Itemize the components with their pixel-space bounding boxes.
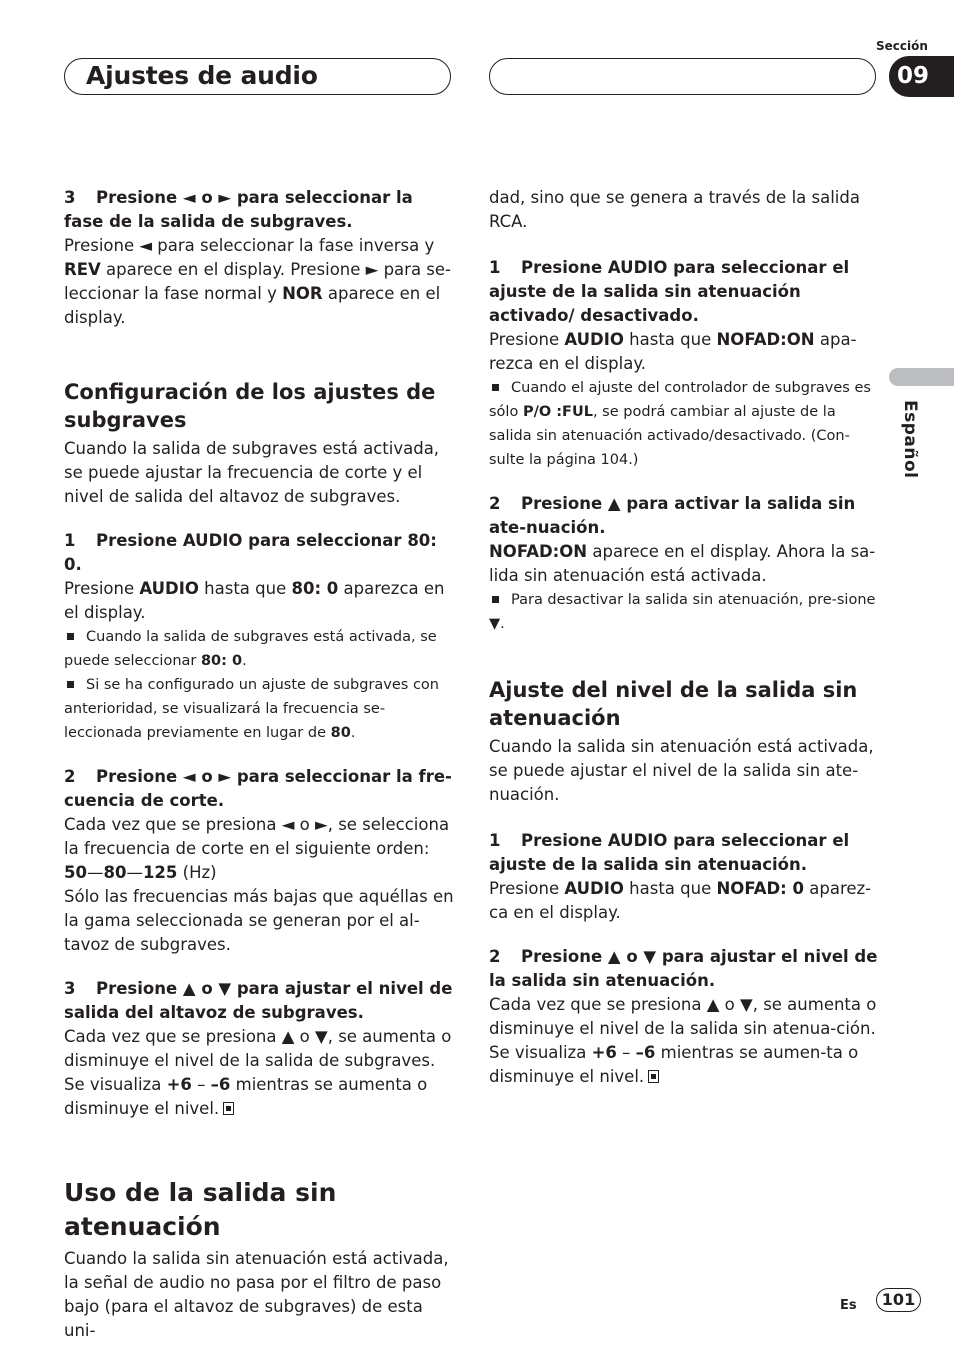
- note: Cuando la salida de subgraves está activada, se puede seleccionar 80: 0.: [64, 629, 437, 669]
- language-tab: [889, 368, 954, 386]
- step-heading: 1 Presione AUDIO para seleccionar el ajuste de la salida sin atenuación.: [489, 831, 850, 874]
- paragraph: Cuando la salida de subgraves está activada, se puede ajustar la frecuencia de corte y el nivel de salida del altavoz de subgraves.: [64, 439, 440, 506]
- bullet-square-icon: [67, 633, 74, 640]
- main-heading: Uso de la salida sin atenuación: [64, 1178, 337, 1241]
- paragraph: dad, sino que se genera a través de la salida RCA.: [489, 188, 860, 231]
- step-heading: 2 Presione ▲ o ▼ para ajustar el nivel de la salida sin atenuación.: [489, 947, 878, 990]
- step-heading: 2 Presione ◄ o ► para seleccionar la fre-cuencia de corte.: [64, 767, 452, 810]
- step-heading: 2 Presione ▲ para activar la salida sin ate-nuación.: [489, 494, 856, 537]
- page-number: 101: [876, 1288, 921, 1312]
- paragraph: Sólo las frecuencias más bajas que aquéllas en la gama seleccionada se generan por el al-tavoz de subgraves.: [64, 887, 454, 954]
- step-heading: 3 Presione ▲ o ▼ para ajustar el nivel de salida del altavoz de subgraves.: [64, 979, 453, 1022]
- section-number-badge: 09: [889, 56, 954, 97]
- bullet-square-icon: [67, 681, 74, 688]
- note: Si se ha configurado un ajuste de subgraves con anterioridad, se visualizará la frecuencia se-leccionada previamente en lugar de 80.: [64, 677, 439, 741]
- end-mark-icon: [223, 1102, 234, 1115]
- section-heading: Configuración de los ajustes de subgraves: [64, 380, 436, 432]
- section-heading: Ajuste del nivel de la salida sin atenuación: [489, 678, 858, 730]
- bullet-square-icon: [492, 596, 499, 603]
- frequency-sequence: 50—80—125 (Hz): [64, 863, 217, 882]
- page-title: Ajustes de audio: [86, 61, 318, 90]
- note: Cuando el ajuste del controlador de subgraves es sólo P/O :FUL, se podrá cambiar al ajuste de la salida sin atenuación activado/desactivado. (Con-sulte la página 104.): [489, 380, 871, 468]
- end-mark-icon: [648, 1070, 659, 1083]
- paragraph: Cuando la salida sin atenuación está activada, la señal de audio no pasa por el filtro de paso bajo (para el altavoz de subgraves) de esta uni-: [64, 1249, 449, 1340]
- header-blank-frame: [489, 58, 876, 95]
- language-label: Español: [900, 400, 920, 479]
- step-heading: 1 Presione AUDIO para seleccionar 80: 0.: [64, 531, 437, 574]
- right-column: [489, 186, 879, 1089]
- paragraph: Cada vez que se presiona ◄ o ►, se selecciona la frecuencia de corte en el siguiente orden:: [64, 815, 450, 858]
- paragraph: Presione AUDIO hasta que NOFAD:ON apa-rezca en el display.: [489, 330, 857, 373]
- footer-language-code: Es: [840, 1298, 857, 1313]
- bullet-square-icon: [492, 384, 499, 391]
- left-column: [64, 186, 454, 1343]
- paragraph: Presione AUDIO hasta que 80: 0 aparezca en el display.: [64, 579, 445, 622]
- paragraph: Cada vez que se presiona ▲ o ▼, se aumenta o disminuye el nivel de la salida de subgraves. Se visualiza +6 – –6 mientras se aumenta o disminuye el nivel.: [64, 1027, 452, 1118]
- step-heading: 1 Presione AUDIO para seleccionar el ajuste de la salida sin atenuación activado/ desactivado.: [489, 258, 850, 325]
- paragraph: Presione ◄ para seleccionar la fase inversa y REV aparece en el display. Presione ► para se-leccionar la fase normal y NOR aparece en el display.: [64, 236, 452, 327]
- paragraph: Cada vez que se presiona ▲ o ▼, se aumenta o disminuye el nivel de la salida sin atenua-ción. Se visualiza +6 – –6 mientras se aumen-ta o disminuye el nivel.: [489, 995, 877, 1086]
- paragraph: Cuando la salida sin atenuación está activada, se puede ajustar el nivel de la salida sin ate-nuación.: [489, 737, 874, 804]
- step-heading: 3 Presione ◄ o ► para seleccionar la fase de la salida de subgraves.: [64, 188, 413, 231]
- paragraph: NOFAD:ON aparece en el display. Ahora la sa-lida sin atenuación está activada.: [489, 542, 876, 585]
- paragraph: Presione AUDIO hasta que NOFAD: 0 aparez-ca en el display.: [489, 879, 872, 922]
- note: Para desactivar la salida sin atenuación, pre-sione ▼.: [489, 592, 876, 632]
- section-label: Sección: [876, 39, 928, 53]
